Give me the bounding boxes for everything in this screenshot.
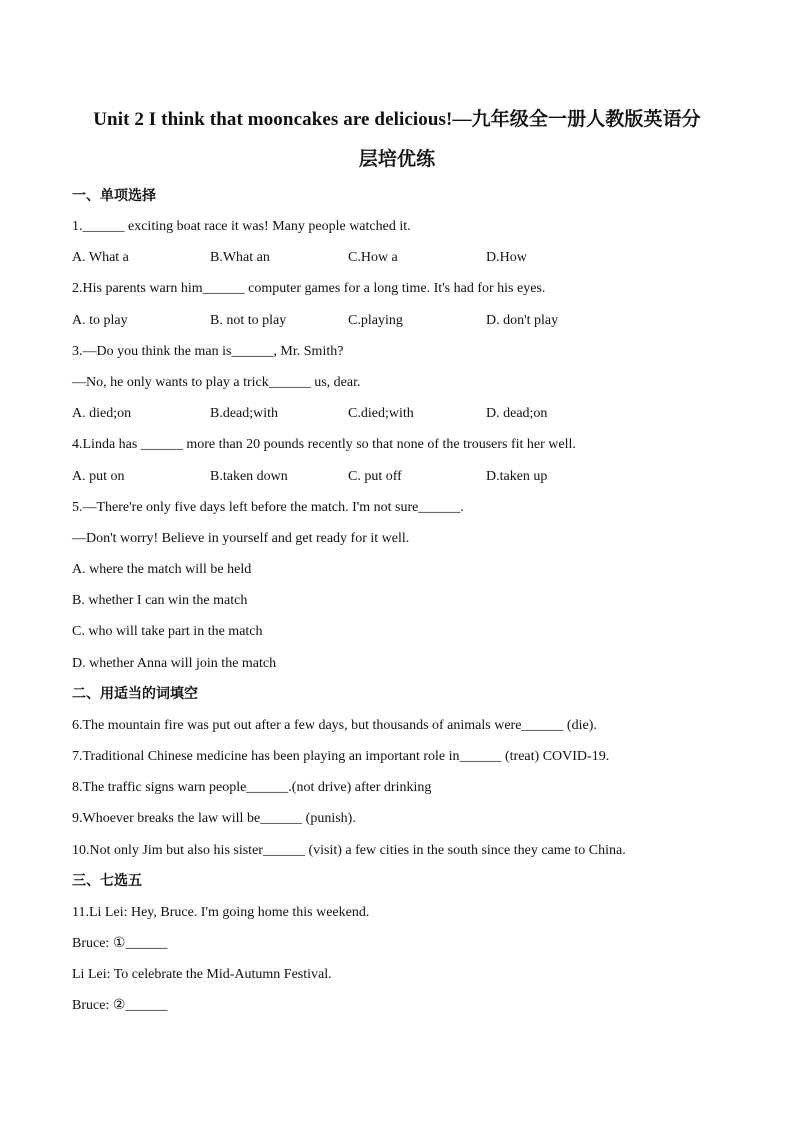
question-2-stem: 2.His parents warn him______ computer games for a long time. It's had for his eyes. [72, 281, 546, 297]
question-4-stem: 4.Linda has ______ more than 20 pounds recently so that none of the trousers fit her well. [72, 437, 576, 453]
section-heading-fill-blanks: 二、用适当的词填空 [72, 686, 198, 703]
question-10: 10.Not only Jim but also his sister______ (visit) a few cities in the south since they came to China. [72, 842, 626, 858]
option-a: A. to play [72, 312, 128, 328]
question-1-stem: 1.______ exciting boat race it was! Many people watched it. [72, 219, 411, 234]
option-c: C.How a [348, 250, 398, 266]
title-line-2: 层培优练 [358, 149, 436, 170]
question-7: 7.Traditional Chinese medicine has been playing an important role in______ (treat) COVID-19. [72, 749, 610, 764]
question-3-reply: —No, he only wants to play a trick______ us, dear. [72, 374, 361, 390]
option-d: D.taken up [486, 468, 548, 484]
question-3-stem: 3.—Do you think the man is______, Mr. Smith? [72, 343, 344, 359]
question-8: 8.The traffic signs warn people______.(not drive) after drinking [72, 780, 432, 796]
option-b: B.What an [210, 250, 270, 266]
section-heading-seven-choose-five: 三、七选五 [72, 873, 142, 890]
option-d: D. don't play [486, 312, 559, 328]
question-5-option-b: B. whether I can win the match [72, 593, 248, 609]
option-b: B.dead;with [210, 406, 279, 422]
option-b: B.taken down [210, 468, 288, 484]
option-a: A. died;on [72, 406, 132, 422]
question-5-reply: —Don't worry! Believe in yourself and get ready for it well. [72, 530, 410, 546]
dialogue-line-2: Bruce: ①______ [72, 935, 168, 951]
question-5-option-c: C. who will take part in the match [72, 624, 263, 640]
dialogue-line-4: Bruce: ②______ [72, 998, 168, 1014]
option-b: B. not to play [210, 312, 287, 328]
page-title [72, 100, 722, 180]
question-9: 9.Whoever breaks the law will be______ (punish). [72, 811, 356, 827]
option-a: A. put on [72, 468, 125, 484]
option-a: A. What a [72, 250, 129, 266]
question-1-options [72, 242, 722, 273]
option-c: C. put off [348, 468, 402, 484]
option-c: C.died;with [348, 406, 414, 422]
section-heading-multiple-choice: 一、单项选择 [72, 187, 156, 204]
question-5-option-a: A. where the match will be held [72, 562, 252, 578]
option-c: C.playing [348, 312, 403, 328]
question-6: 6.The mountain fire was put out after a few days, but thousands of animals were______ (die). [72, 717, 597, 733]
question-5-option-d: D. whether Anna will join the match [72, 655, 277, 671]
question-3-options [72, 398, 722, 429]
option-d: D.How [486, 250, 527, 266]
question-4-options [72, 461, 722, 492]
question-2-options [72, 305, 722, 336]
dialogue-line-1: 11.Li Lei: Hey, Bruce. I'm going home this weekend. [72, 904, 370, 920]
dialogue-line-3: Li Lei: To celebrate the Mid-Autumn Festival. [72, 967, 332, 983]
title-line-1: Unit 2 I think that mooncakes are delicious!—九年级全一册人教版英语分 [93, 109, 701, 130]
worksheet-page [72, 100, 722, 1022]
question-5-stem: 5.—There're only five days left before the match. I'm not sure______. [72, 499, 464, 515]
option-d: D. dead;on [486, 406, 548, 422]
